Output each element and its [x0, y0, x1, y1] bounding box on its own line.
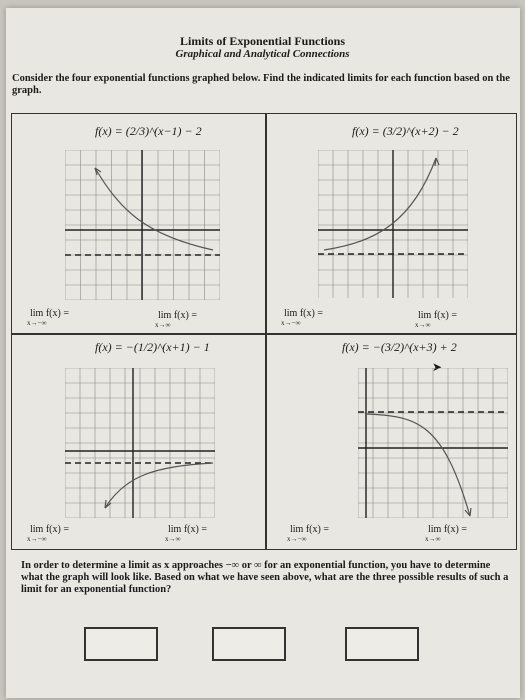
- grid-divider-vertical: [265, 113, 267, 550]
- answer-box-2[interactable]: [212, 627, 286, 661]
- panel-4-limit-pos-inf: lim f(x) = x→∞: [425, 524, 467, 543]
- panel-3-formula: f(x) = −(1/2)^(x+1) − 1: [95, 340, 210, 354]
- page-subtitle: Graphical and Analytical Connections: [175, 48, 350, 60]
- instructions-text: Consider the four exponential functions graphed below. Find the indicated limits for each function based on the graph.: [12, 73, 510, 96]
- page-title: Limits of Exponential Functions: [179, 34, 346, 48]
- panel-1-formula: f(x) = (2/3)^(x−1) − 2: [95, 124, 202, 138]
- answer-box-3[interactable]: [345, 627, 419, 661]
- panel-4-graph: [358, 368, 508, 518]
- panel-2-formula: f(x) = (3/2)^(x+2) − 2: [352, 124, 459, 138]
- panel-1-limit-pos-inf: lim f(x) = x→∞: [155, 310, 197, 329]
- answer-box-1[interactable]: [84, 627, 158, 661]
- cursor-arrow-icon: ➤: [432, 360, 443, 374]
- panel-3-graph: [65, 368, 215, 518]
- panel-3-limit-pos-inf: lim f(x) = x→∞: [165, 524, 207, 543]
- panel-2-graph: [318, 150, 468, 298]
- panel-3-limit-neg-inf: lim f(x) = x→−∞: [27, 524, 69, 543]
- question-text: In order to determine a limit as x approaches −∞ or ∞ for an exponential function, you have to determine what the graph will look like. Based on what we have seen above, what are the three possible results of such a limit for an exponential function?: [21, 560, 509, 595]
- grid-divider-horizontal: [11, 333, 517, 335]
- panel-1-limit-neg-inf: lim f(x) = x→−∞: [27, 308, 69, 327]
- panel-4-limit-neg-inf: lim f(x) = x→−∞: [287, 524, 329, 543]
- panel-4-formula: f(x) = −(3/2)^(x+3) + 2: [342, 340, 457, 354]
- panel-1-graph: [65, 150, 220, 300]
- panel-2-limit-neg-inf: lim f(x) = x→−∞: [281, 308, 323, 327]
- panel-2-limit-pos-inf: lim f(x) = x→∞: [415, 310, 457, 329]
